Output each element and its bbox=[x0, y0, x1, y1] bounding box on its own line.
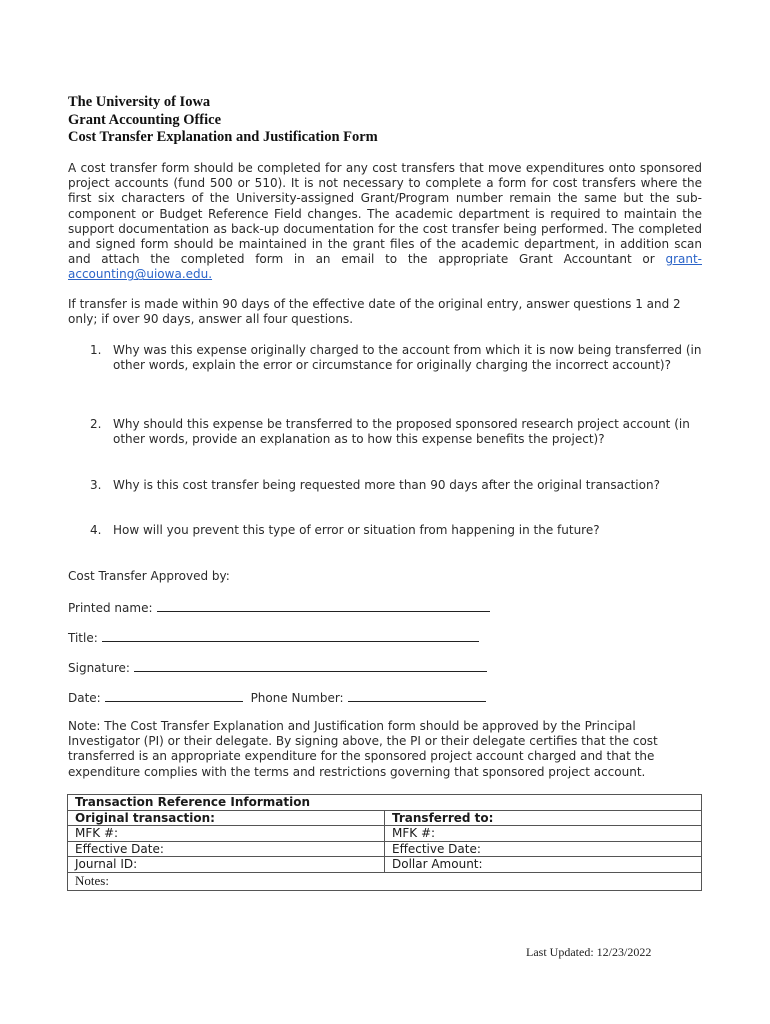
approval-note: Note: The Cost Transfer Explanation and Justification form should be approved by the Principal Investigator (PI) or their delegate. By signing above, the PI or their delegate certifies that the cost transferred is an appropriate expenditure for the sponsored project account charged and that the expenditure complies with the terms and restrictions governing that sponsored project account. bbox=[68, 719, 658, 779]
question-3 bbox=[90, 478, 702, 493]
signature-label: Signature: bbox=[68, 661, 130, 675]
original-effective-date-cell[interactable]: Effective Date: bbox=[68, 841, 385, 857]
question-text: Why is this cost transfer being requested more than 90 days after the original transaction? bbox=[113, 478, 660, 492]
dollar-amount-cell[interactable]: Dollar Amount: bbox=[385, 857, 702, 873]
date-field[interactable] bbox=[105, 689, 243, 702]
approval-heading: Cost Transfer Approved by: bbox=[68, 569, 230, 583]
date-label: Date: bbox=[68, 691, 101, 705]
transferred-to-header: Transferred to: bbox=[385, 810, 702, 826]
table-title: Transaction Reference Information bbox=[68, 795, 702, 811]
table-row bbox=[68, 857, 702, 873]
signature-field[interactable] bbox=[134, 659, 487, 672]
question-number: 1. bbox=[90, 343, 102, 357]
university-name: The University of Iowa bbox=[68, 94, 211, 110]
question-number: 4. bbox=[90, 523, 102, 537]
grant-accounting-email-link[interactable]: grant-accounting@uiowa.edu. bbox=[68, 252, 702, 282]
date-phone-row bbox=[68, 689, 486, 706]
intro-text: A cost transfer form should be completed for any cost transfers that move expenditures onto sponsored project accounts (fund 500 or 510). It is not necessary to complete a form for cost transfers where the first six characters of the University-assigned Grant/Program number remain the same but the sub-component or Budget Reference Field changes. The academic department is required to maintain the support documentation as back-up documentation for the cost transfer being performed. The completed and signed form should be maintained in the grant files of the academic department, in addition scan and attach the completed form in an email to the appropriate Grant Accountant or bbox=[68, 161, 702, 267]
question-2 bbox=[90, 417, 702, 447]
table-row bbox=[68, 841, 702, 857]
printed-name-row bbox=[68, 599, 490, 616]
table-title-row bbox=[68, 795, 702, 811]
table-header-row bbox=[68, 810, 702, 826]
question-4 bbox=[90, 523, 702, 538]
signature-row bbox=[68, 659, 487, 676]
question-number: 3. bbox=[90, 478, 102, 492]
phone-label: Phone Number: bbox=[250, 691, 344, 705]
page-title: Cost Transfer Explanation and Justification Form bbox=[68, 129, 378, 145]
notes-row bbox=[68, 872, 702, 890]
printed-name-field[interactable] bbox=[157, 599, 490, 612]
table-row bbox=[68, 826, 702, 842]
question-1 bbox=[90, 343, 702, 373]
notes-cell[interactable]: Notes: bbox=[68, 872, 702, 890]
last-updated: Last Updated: 12/23/2022 bbox=[526, 945, 652, 959]
phone-field[interactable] bbox=[348, 689, 486, 702]
journal-id-cell[interactable]: Journal ID: bbox=[68, 857, 385, 873]
question-number: 2. bbox=[90, 417, 102, 431]
intro-paragraph bbox=[68, 161, 702, 283]
title-field[interactable] bbox=[102, 629, 479, 642]
form-header bbox=[68, 94, 378, 147]
office-name: Grant Accounting Office bbox=[68, 111, 222, 128]
title-row bbox=[68, 629, 479, 646]
original-transaction-header: Original transaction: bbox=[68, 810, 385, 826]
printed-name-label: Printed name: bbox=[68, 601, 153, 615]
question-text: Why was this expense originally charged to the account from which it is now being transferred (in other words, explain the error or circumstance for originally charging the incorrect account)? bbox=[113, 343, 702, 373]
question-text: Why should this expense be transferred to the proposed sponsored research project account (in other words, provide an explanation as to how this expense benefits the project)? bbox=[113, 417, 690, 447]
original-mfk-cell[interactable]: MFK #: bbox=[68, 826, 385, 842]
question-text: How will you prevent this type of error or situation from happening in the future? bbox=[113, 523, 600, 537]
instruction-paragraph: If transfer is made within 90 days of the effective date of the original entry, answer questions 1 and 2 only; if over 90 days, answer all four questions. bbox=[68, 297, 681, 327]
transferred-effective-date-cell[interactable]: Effective Date: bbox=[385, 841, 702, 857]
transferred-mfk-cell[interactable]: MFK #: bbox=[385, 826, 702, 842]
title-label: Title: bbox=[68, 631, 98, 645]
transaction-reference-table bbox=[67, 794, 702, 891]
